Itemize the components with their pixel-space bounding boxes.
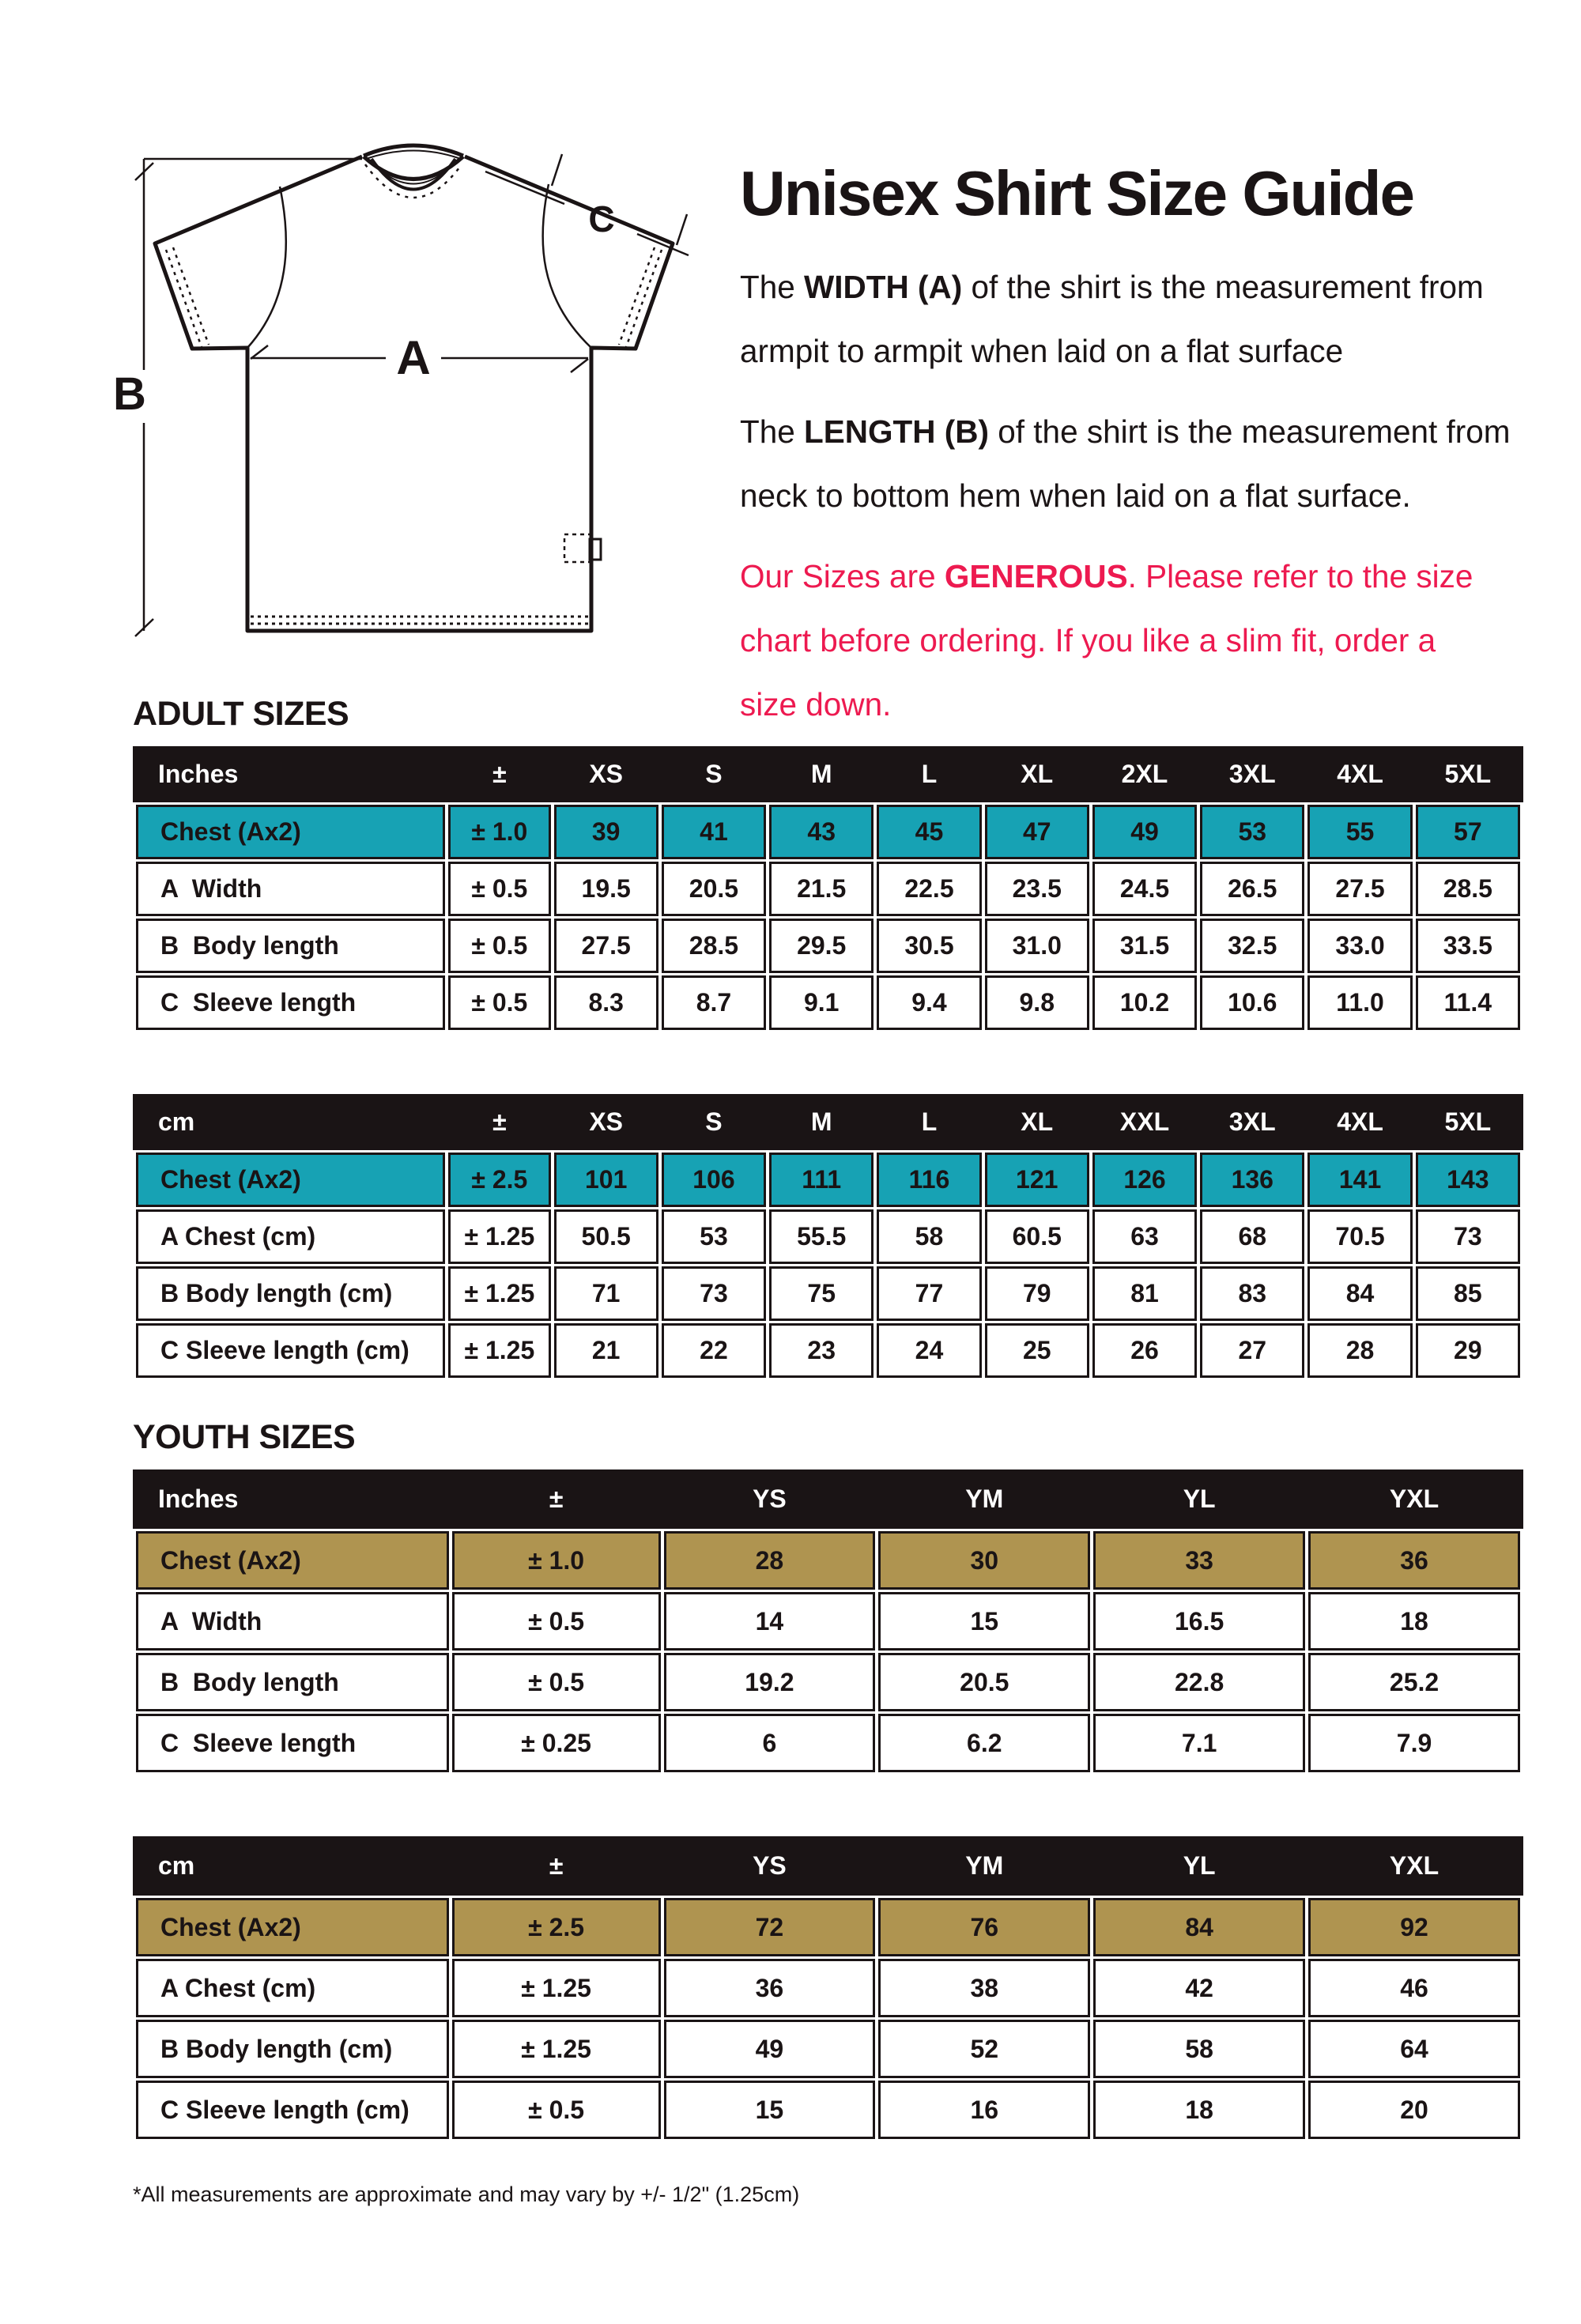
table-header-adult-cm xyxy=(133,1094,1523,1150)
value-cell: 31.5 xyxy=(1092,919,1197,973)
column-header: 4XL xyxy=(1337,760,1383,788)
label-b: B xyxy=(113,368,146,420)
page xyxy=(0,105,1581,2207)
column-header: Inches xyxy=(158,760,239,788)
value-cell: 9.8 xyxy=(985,975,1089,1030)
value-cell: 31.0 xyxy=(985,919,1089,973)
size-table-youth-inches xyxy=(133,1469,1523,1775)
tolerance-cell: ± 0.5 xyxy=(448,862,550,916)
size-section xyxy=(133,1418,1523,2141)
label-a: A xyxy=(396,331,431,384)
value-cell: 57 xyxy=(1416,805,1520,859)
value-cell: 53 xyxy=(1200,805,1304,859)
column-header: cm xyxy=(158,1107,195,1136)
value-cell: 92 xyxy=(1308,1898,1520,1956)
value-cell: 50.5 xyxy=(554,1209,658,1264)
column-header: YXL xyxy=(1389,1851,1440,1880)
shirt-diagram-svg xyxy=(100,105,732,676)
value-cell: 28 xyxy=(1307,1323,1412,1378)
value-cell: 29 xyxy=(1416,1323,1520,1378)
value-cell: 8.3 xyxy=(554,975,658,1030)
table-row xyxy=(136,1266,1520,1321)
column-header: XL xyxy=(1021,760,1054,788)
value-cell: 36 xyxy=(1308,1531,1520,1590)
tolerance-cell: ± 1.25 xyxy=(452,1959,661,2017)
table-row xyxy=(136,2020,1520,2078)
column-header: XS xyxy=(589,760,624,788)
table-row xyxy=(136,975,1520,1030)
tolerance-cell: ± 0.5 xyxy=(452,1653,661,1711)
value-cell: 28.5 xyxy=(1416,862,1520,916)
row-label-cell: A Chest (cm) xyxy=(136,1209,445,1264)
value-cell: 23.5 xyxy=(985,862,1089,916)
value-cell: 19.5 xyxy=(554,862,658,916)
value-cell: 46 xyxy=(1308,1959,1520,2017)
tolerance-cell: ± 0.5 xyxy=(452,2081,661,2139)
care-tag xyxy=(564,534,601,562)
column-header: ± xyxy=(492,760,507,788)
value-cell: 26.5 xyxy=(1200,862,1304,916)
table-row xyxy=(136,862,1520,916)
column-header: Inches xyxy=(158,1485,239,1513)
value-cell: 15 xyxy=(878,1592,1090,1651)
value-cell: 76 xyxy=(878,1898,1090,1956)
value-cell: 18 xyxy=(1308,1592,1520,1651)
column-header: cm xyxy=(158,1851,195,1880)
value-cell: 25 xyxy=(985,1323,1089,1378)
table-body-adult-cm xyxy=(133,1150,1523,1380)
value-cell: 16 xyxy=(878,2081,1090,2139)
value-cell: 8.7 xyxy=(662,975,766,1030)
value-cell: 22 xyxy=(662,1323,766,1378)
table-row xyxy=(136,919,1520,973)
value-cell: 27 xyxy=(1200,1323,1304,1378)
size-table-adult-inches xyxy=(133,746,1523,1032)
value-cell: 22.5 xyxy=(877,862,981,916)
value-cell: 21 xyxy=(554,1323,658,1378)
tolerance-cell: ± 1.25 xyxy=(448,1209,550,1264)
value-cell: 77 xyxy=(877,1266,981,1321)
value-cell: 141 xyxy=(1307,1153,1412,1207)
tolerance-cell: ± 0.25 xyxy=(452,1714,661,1772)
value-cell: 52 xyxy=(878,2020,1090,2078)
value-cell: 143 xyxy=(1416,1153,1520,1207)
row-label-cell: Chest (Ax2) xyxy=(136,1153,445,1207)
tolerance-cell: ± 1.25 xyxy=(448,1266,550,1321)
column-header: S xyxy=(705,1107,723,1136)
table-body-adult-inches xyxy=(133,802,1523,1032)
value-cell: 24 xyxy=(877,1323,981,1378)
value-cell: 64 xyxy=(1308,2020,1520,2078)
column-header: YS xyxy=(753,1485,787,1513)
value-cell: 58 xyxy=(877,1209,981,1264)
value-cell: 43 xyxy=(769,805,874,859)
row-label-cell: A Width xyxy=(136,1592,449,1651)
measurements-footnote: *All measurements are approximate and may vary by +/- 1/2" (1.25cm) xyxy=(133,2183,800,2206)
value-cell: 20.5 xyxy=(878,1653,1090,1711)
value-cell: 75 xyxy=(769,1266,874,1321)
value-cell: 38 xyxy=(878,1959,1090,2017)
value-cell: 63 xyxy=(1092,1209,1197,1264)
table-body-youth-cm xyxy=(133,1896,1523,2141)
tolerance-cell: ± 1.25 xyxy=(448,1323,550,1378)
column-header: 4XL xyxy=(1337,1107,1383,1136)
table-row xyxy=(136,1209,1520,1264)
value-cell: 71 xyxy=(554,1266,658,1321)
value-cell: 30 xyxy=(878,1531,1090,1590)
value-cell: 9.4 xyxy=(877,975,981,1030)
row-label-cell: Chest (Ax2) xyxy=(136,1898,449,1956)
value-cell: 9.1 xyxy=(769,975,874,1030)
value-cell: 49 xyxy=(664,2020,876,2078)
value-cell: 33.0 xyxy=(1307,919,1412,973)
value-cell: 126 xyxy=(1092,1153,1197,1207)
section-heading: YOUTH SIZES xyxy=(133,1418,356,1456)
value-cell: 47 xyxy=(985,805,1089,859)
row-label-cell: Chest (Ax2) xyxy=(136,805,445,859)
value-cell: 41 xyxy=(662,805,766,859)
value-cell: 30.5 xyxy=(877,919,981,973)
value-cell: 28 xyxy=(664,1531,876,1590)
value-cell: 73 xyxy=(1416,1209,1520,1264)
row-label-cell: C Sleeve length xyxy=(136,975,445,1030)
intro-paragraph: The WIDTH (A) of the shirt is the measurement from armpit to armpit when laid on a flat surface xyxy=(740,269,1484,369)
row-label-cell: A Chest (cm) xyxy=(136,1959,449,2017)
row-label-cell: C Sleeve length (cm) xyxy=(136,1323,445,1378)
value-cell: 85 xyxy=(1416,1266,1520,1321)
table-row xyxy=(136,1153,1520,1207)
value-cell: 70.5 xyxy=(1307,1209,1412,1264)
column-header: XS xyxy=(589,1107,624,1136)
value-cell: 20 xyxy=(1308,2081,1520,2139)
table-row xyxy=(136,1653,1520,1711)
column-header: XL xyxy=(1021,1107,1054,1136)
value-cell: 27.5 xyxy=(1307,862,1412,916)
column-header: 2XL xyxy=(1121,760,1168,788)
value-cell: 111 xyxy=(769,1153,874,1207)
value-cell: 121 xyxy=(985,1153,1089,1207)
column-header: 5XL xyxy=(1444,1107,1492,1136)
table-row xyxy=(136,2081,1520,2139)
value-cell: 81 xyxy=(1092,1266,1197,1321)
value-cell: 32.5 xyxy=(1200,919,1304,973)
value-cell: 73 xyxy=(662,1266,766,1321)
tolerance-cell: ± 0.5 xyxy=(448,919,550,973)
value-cell: 11.0 xyxy=(1307,975,1412,1030)
value-cell: 33 xyxy=(1093,1531,1305,1590)
size-section xyxy=(133,695,1523,1380)
value-cell: 20.5 xyxy=(662,862,766,916)
value-cell: 6.2 xyxy=(878,1714,1090,1772)
value-cell: 83 xyxy=(1200,1266,1304,1321)
intro-paragraphs xyxy=(740,255,1556,737)
table-header-youth-cm xyxy=(133,1836,1523,1896)
table-header-adult-inches xyxy=(133,746,1523,802)
tolerance-cell: ± 2.5 xyxy=(452,1898,661,1956)
size-table-adult-cm xyxy=(133,1094,1523,1380)
column-header: ± xyxy=(549,1851,564,1880)
label-c: C xyxy=(588,198,615,240)
size-chart-sections xyxy=(133,695,1523,2141)
intro-paragraph: Our Sizes are GENEROUS. Please refer to the size chart before ordering. If you like a slim fit, order a size down. xyxy=(740,558,1473,722)
row-label-cell: B Body length (cm) xyxy=(136,1266,445,1321)
row-label-cell: C Sleeve length xyxy=(136,1714,449,1772)
row-label-cell: C Sleeve length (cm) xyxy=(136,2081,449,2139)
tolerance-cell: ± 0.5 xyxy=(448,975,550,1030)
value-cell: 36 xyxy=(664,1959,876,2017)
value-cell: 23 xyxy=(769,1323,874,1378)
section-heading: ADULT SIZES xyxy=(133,695,349,733)
table-row xyxy=(136,805,1520,859)
value-cell: 28.5 xyxy=(662,919,766,973)
column-header: M xyxy=(810,760,832,788)
column-header: YL xyxy=(1183,1485,1216,1513)
value-cell: 60.5 xyxy=(985,1209,1089,1264)
column-header: ± xyxy=(549,1485,564,1513)
column-header: S xyxy=(705,760,723,788)
value-cell: 15 xyxy=(664,2081,876,2139)
value-cell: 53 xyxy=(662,1209,766,1264)
value-cell: 24.5 xyxy=(1092,862,1197,916)
value-cell: 18 xyxy=(1093,2081,1305,2139)
tolerance-cell: ± 1.0 xyxy=(452,1531,661,1590)
value-cell: 55 xyxy=(1307,805,1412,859)
intro-text-block xyxy=(740,160,1556,737)
value-cell: 7.1 xyxy=(1093,1714,1305,1772)
value-cell: 101 xyxy=(554,1153,658,1207)
table-row xyxy=(136,1959,1520,2017)
column-header: 3XL xyxy=(1228,760,1276,788)
tolerance-cell: ± 1.25 xyxy=(452,2020,661,2078)
tolerance-cell: ± 0.5 xyxy=(452,1592,661,1651)
column-header: M xyxy=(810,1107,832,1136)
value-cell: 49 xyxy=(1092,805,1197,859)
value-cell: 7.9 xyxy=(1308,1714,1520,1772)
value-cell: 27.5 xyxy=(554,919,658,973)
value-cell: 22.8 xyxy=(1093,1653,1305,1711)
value-cell: 42 xyxy=(1093,1959,1305,2017)
value-cell: 45 xyxy=(877,805,981,859)
column-header: 3XL xyxy=(1228,1107,1276,1136)
value-cell: 11.4 xyxy=(1416,975,1520,1030)
row-label-cell: B Body length (cm) xyxy=(136,2020,449,2078)
table-row xyxy=(136,1898,1520,1956)
table-row xyxy=(136,1323,1520,1378)
table-body-youth-inches xyxy=(133,1529,1523,1775)
value-cell: 55.5 xyxy=(769,1209,874,1264)
value-cell: 21.5 xyxy=(769,862,874,916)
value-cell: 84 xyxy=(1307,1266,1412,1321)
table-header-youth-inches xyxy=(133,1469,1523,1529)
value-cell: 33.5 xyxy=(1416,919,1520,973)
value-cell: 116 xyxy=(877,1153,981,1207)
column-header: L xyxy=(921,1107,938,1136)
column-header: YM xyxy=(965,1851,1004,1880)
value-cell: 19.2 xyxy=(664,1653,876,1711)
column-header: ± xyxy=(492,1107,507,1136)
value-cell: 84 xyxy=(1093,1898,1305,1956)
value-cell: 106 xyxy=(662,1153,766,1207)
table-row xyxy=(136,1531,1520,1590)
value-cell: 68 xyxy=(1200,1209,1304,1264)
column-header: YL xyxy=(1183,1851,1216,1880)
value-cell: 6 xyxy=(664,1714,876,1772)
shirt-measurement-diagram xyxy=(100,105,732,676)
value-cell: 10.2 xyxy=(1092,975,1197,1030)
size-table-youth-cm xyxy=(133,1836,1523,2141)
value-cell: 72 xyxy=(664,1898,876,1956)
value-cell: 10.6 xyxy=(1200,975,1304,1030)
row-label-cell: B Body length xyxy=(136,919,445,973)
tolerance-cell: ± 2.5 xyxy=(448,1153,550,1207)
value-cell: 79 xyxy=(985,1266,1089,1321)
value-cell: 26 xyxy=(1092,1323,1197,1378)
collar xyxy=(364,145,463,198)
value-cell: 39 xyxy=(554,805,658,859)
intro-paragraph: The LENGTH (B) of the shirt is the measurement from neck to bottom hem when laid on a flat surface. xyxy=(740,413,1511,514)
column-header: 5XL xyxy=(1444,760,1492,788)
column-header: L xyxy=(921,760,938,788)
value-cell: 16.5 xyxy=(1093,1592,1305,1651)
page-title: Unisex Shirt Size Guide xyxy=(740,158,1414,228)
column-header: YM xyxy=(965,1485,1004,1513)
dimension-c-lines xyxy=(485,154,689,255)
row-label-cell: Chest (Ax2) xyxy=(136,1531,449,1590)
row-label-cell: A Width xyxy=(136,862,445,916)
table-row xyxy=(136,1592,1520,1651)
value-cell: 29.5 xyxy=(769,919,874,973)
value-cell: 14 xyxy=(664,1592,876,1651)
value-cell: 25.2 xyxy=(1308,1653,1520,1711)
column-header: XXL xyxy=(1119,1107,1170,1136)
tolerance-cell: ± 1.0 xyxy=(448,805,550,859)
value-cell: 58 xyxy=(1093,2020,1305,2078)
column-header: YS xyxy=(753,1851,787,1880)
value-cell: 136 xyxy=(1200,1153,1304,1207)
column-header: YXL xyxy=(1389,1485,1440,1513)
table-row xyxy=(136,1714,1520,1772)
row-label-cell: B Body length xyxy=(136,1653,449,1711)
